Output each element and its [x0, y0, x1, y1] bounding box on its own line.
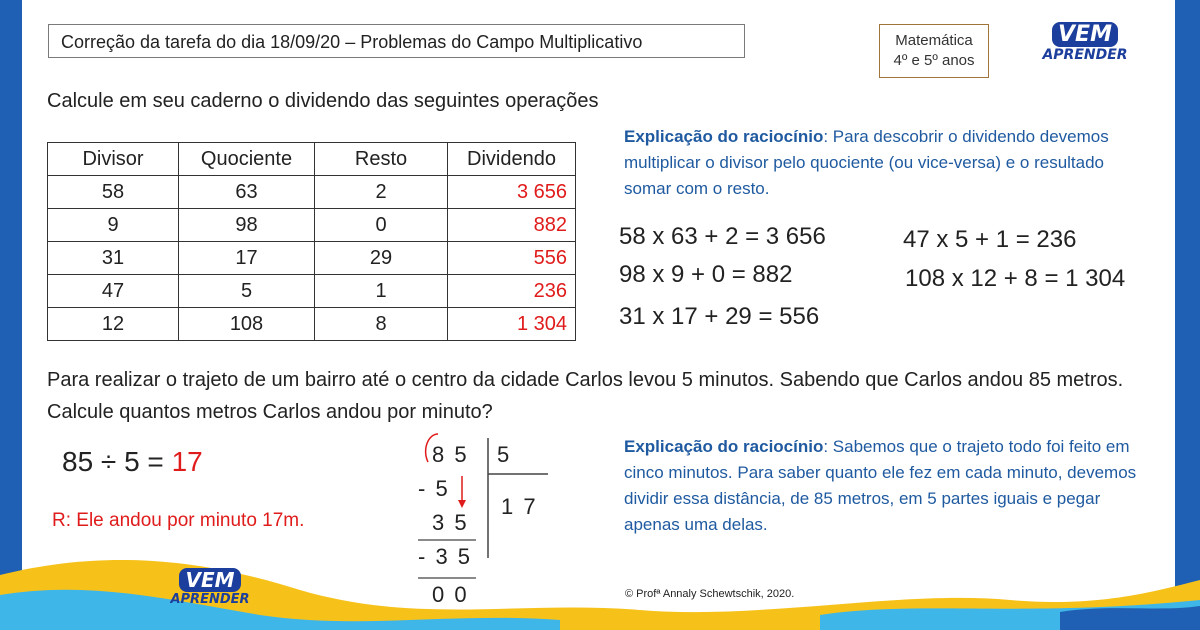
ld-divisor: 5	[497, 442, 512, 467]
cell-quociente: 5	[179, 275, 315, 308]
ld-step1: - 5	[418, 476, 450, 501]
cell-dividendo: 882	[448, 209, 576, 242]
subject-name: Matemática	[895, 32, 973, 49]
equation-2: 98 x 9 + 0 = 882	[619, 261, 793, 288]
word-problem: Para realizar o trajeto de um bairro até o centro da cidade Carlos levou 5 minutos. Sabendo que Carlos andou 85 metros. Calcule quantos metros Carlos andou por minuto?	[47, 369, 1124, 423]
cell-quociente: 108	[179, 308, 315, 341]
cell-resto: 29	[315, 242, 448, 275]
explanation-2	[624, 434, 1144, 538]
table-row	[48, 176, 576, 209]
cell-resto: 2	[315, 176, 448, 209]
vem-aprender-logo-bottom	[150, 568, 270, 607]
table-row	[48, 275, 576, 308]
logo-text-top: VEM	[179, 568, 240, 592]
explanation-label: Explicação do raciocínio	[624, 437, 824, 456]
cell-quociente: 17	[179, 242, 315, 275]
division-equation	[62, 446, 203, 478]
equation-5: 108 x 12 + 8 = 1 304	[905, 265, 1126, 292]
header-resto: Resto	[315, 143, 448, 176]
ld-quotient: 1 7	[501, 494, 538, 519]
cell-quociente: 98	[179, 209, 315, 242]
vem-aprender-logo	[1030, 22, 1140, 63]
table-row	[48, 308, 576, 341]
ld-step3: - 3 5	[418, 544, 473, 569]
division-table	[47, 142, 576, 341]
cell-divisor: 9	[48, 209, 179, 242]
cell-divisor: 58	[48, 176, 179, 209]
grade-label: 4º e 5º anos	[893, 52, 975, 69]
explanation-body: : Sabemos que o trajeto todo foi feito em cinco minutos. Para saber quanto ele fez em cada minuto, devemos dividir essa distância, de 85 metros, em 5 partes iguais e pegar apenas uma delas.	[624, 437, 1137, 534]
equation-1: 58 x 63 + 2 = 3 656	[619, 223, 826, 250]
logo-text-bottom: APRENDER	[1042, 47, 1128, 63]
logo-text-bottom: APRENDER	[170, 592, 250, 607]
cell-divisor: 31	[48, 242, 179, 275]
equation-answer: 17	[171, 446, 203, 477]
cell-dividendo: 556	[448, 242, 576, 275]
equation-4: 47 x 5 + 1 = 236	[903, 226, 1077, 253]
instruction-text: Calcule em seu caderno o dividendo das seguintes operações	[47, 90, 599, 112]
answer-text: R: Ele andou por minuto 17m.	[52, 510, 305, 531]
cell-resto: 0	[315, 209, 448, 242]
author-credit: © Profª Annaly Schewtschik, 2020.	[625, 588, 795, 600]
logo-text-top: VEM	[1052, 22, 1118, 47]
header-dividendo: Dividendo	[448, 143, 576, 176]
header-quociente: Quociente	[179, 143, 315, 176]
equation-prefix: 85 ÷ 5 =	[62, 446, 172, 477]
subject-badge	[879, 24, 989, 78]
ld-dividend: 8 5	[432, 442, 469, 467]
header-divisor: Divisor	[48, 143, 179, 176]
cell-resto: 8	[315, 308, 448, 341]
table-row	[48, 209, 576, 242]
cell-resto: 1	[315, 275, 448, 308]
table-row	[48, 242, 576, 275]
page-title: Correção da tarefa do dia 18/09/20 – Problemas do Campo Multiplicativo	[48, 24, 745, 58]
explanation-1	[624, 124, 1144, 202]
table-header-row	[48, 143, 576, 176]
cell-divisor: 12	[48, 308, 179, 341]
cell-dividendo: 1 304	[448, 308, 576, 341]
equation-3: 31 x 17 + 29 = 556	[619, 303, 820, 330]
ld-remainder: 0 0	[432, 582, 469, 607]
cell-dividendo: 236	[448, 275, 576, 308]
cell-divisor: 47	[48, 275, 179, 308]
ld-step2: 3 5	[432, 510, 469, 535]
cell-quociente: 63	[179, 176, 315, 209]
explanation-body: : Para descobrir o dividendo devemos multiplicar o divisor pelo quociente (ou vice-versa) e o resultado somar com o resto.	[624, 127, 1109, 198]
long-division	[410, 432, 560, 612]
cell-dividendo: 3 656	[448, 176, 576, 209]
explanation-label: Explicação do raciocínio	[624, 127, 824, 146]
